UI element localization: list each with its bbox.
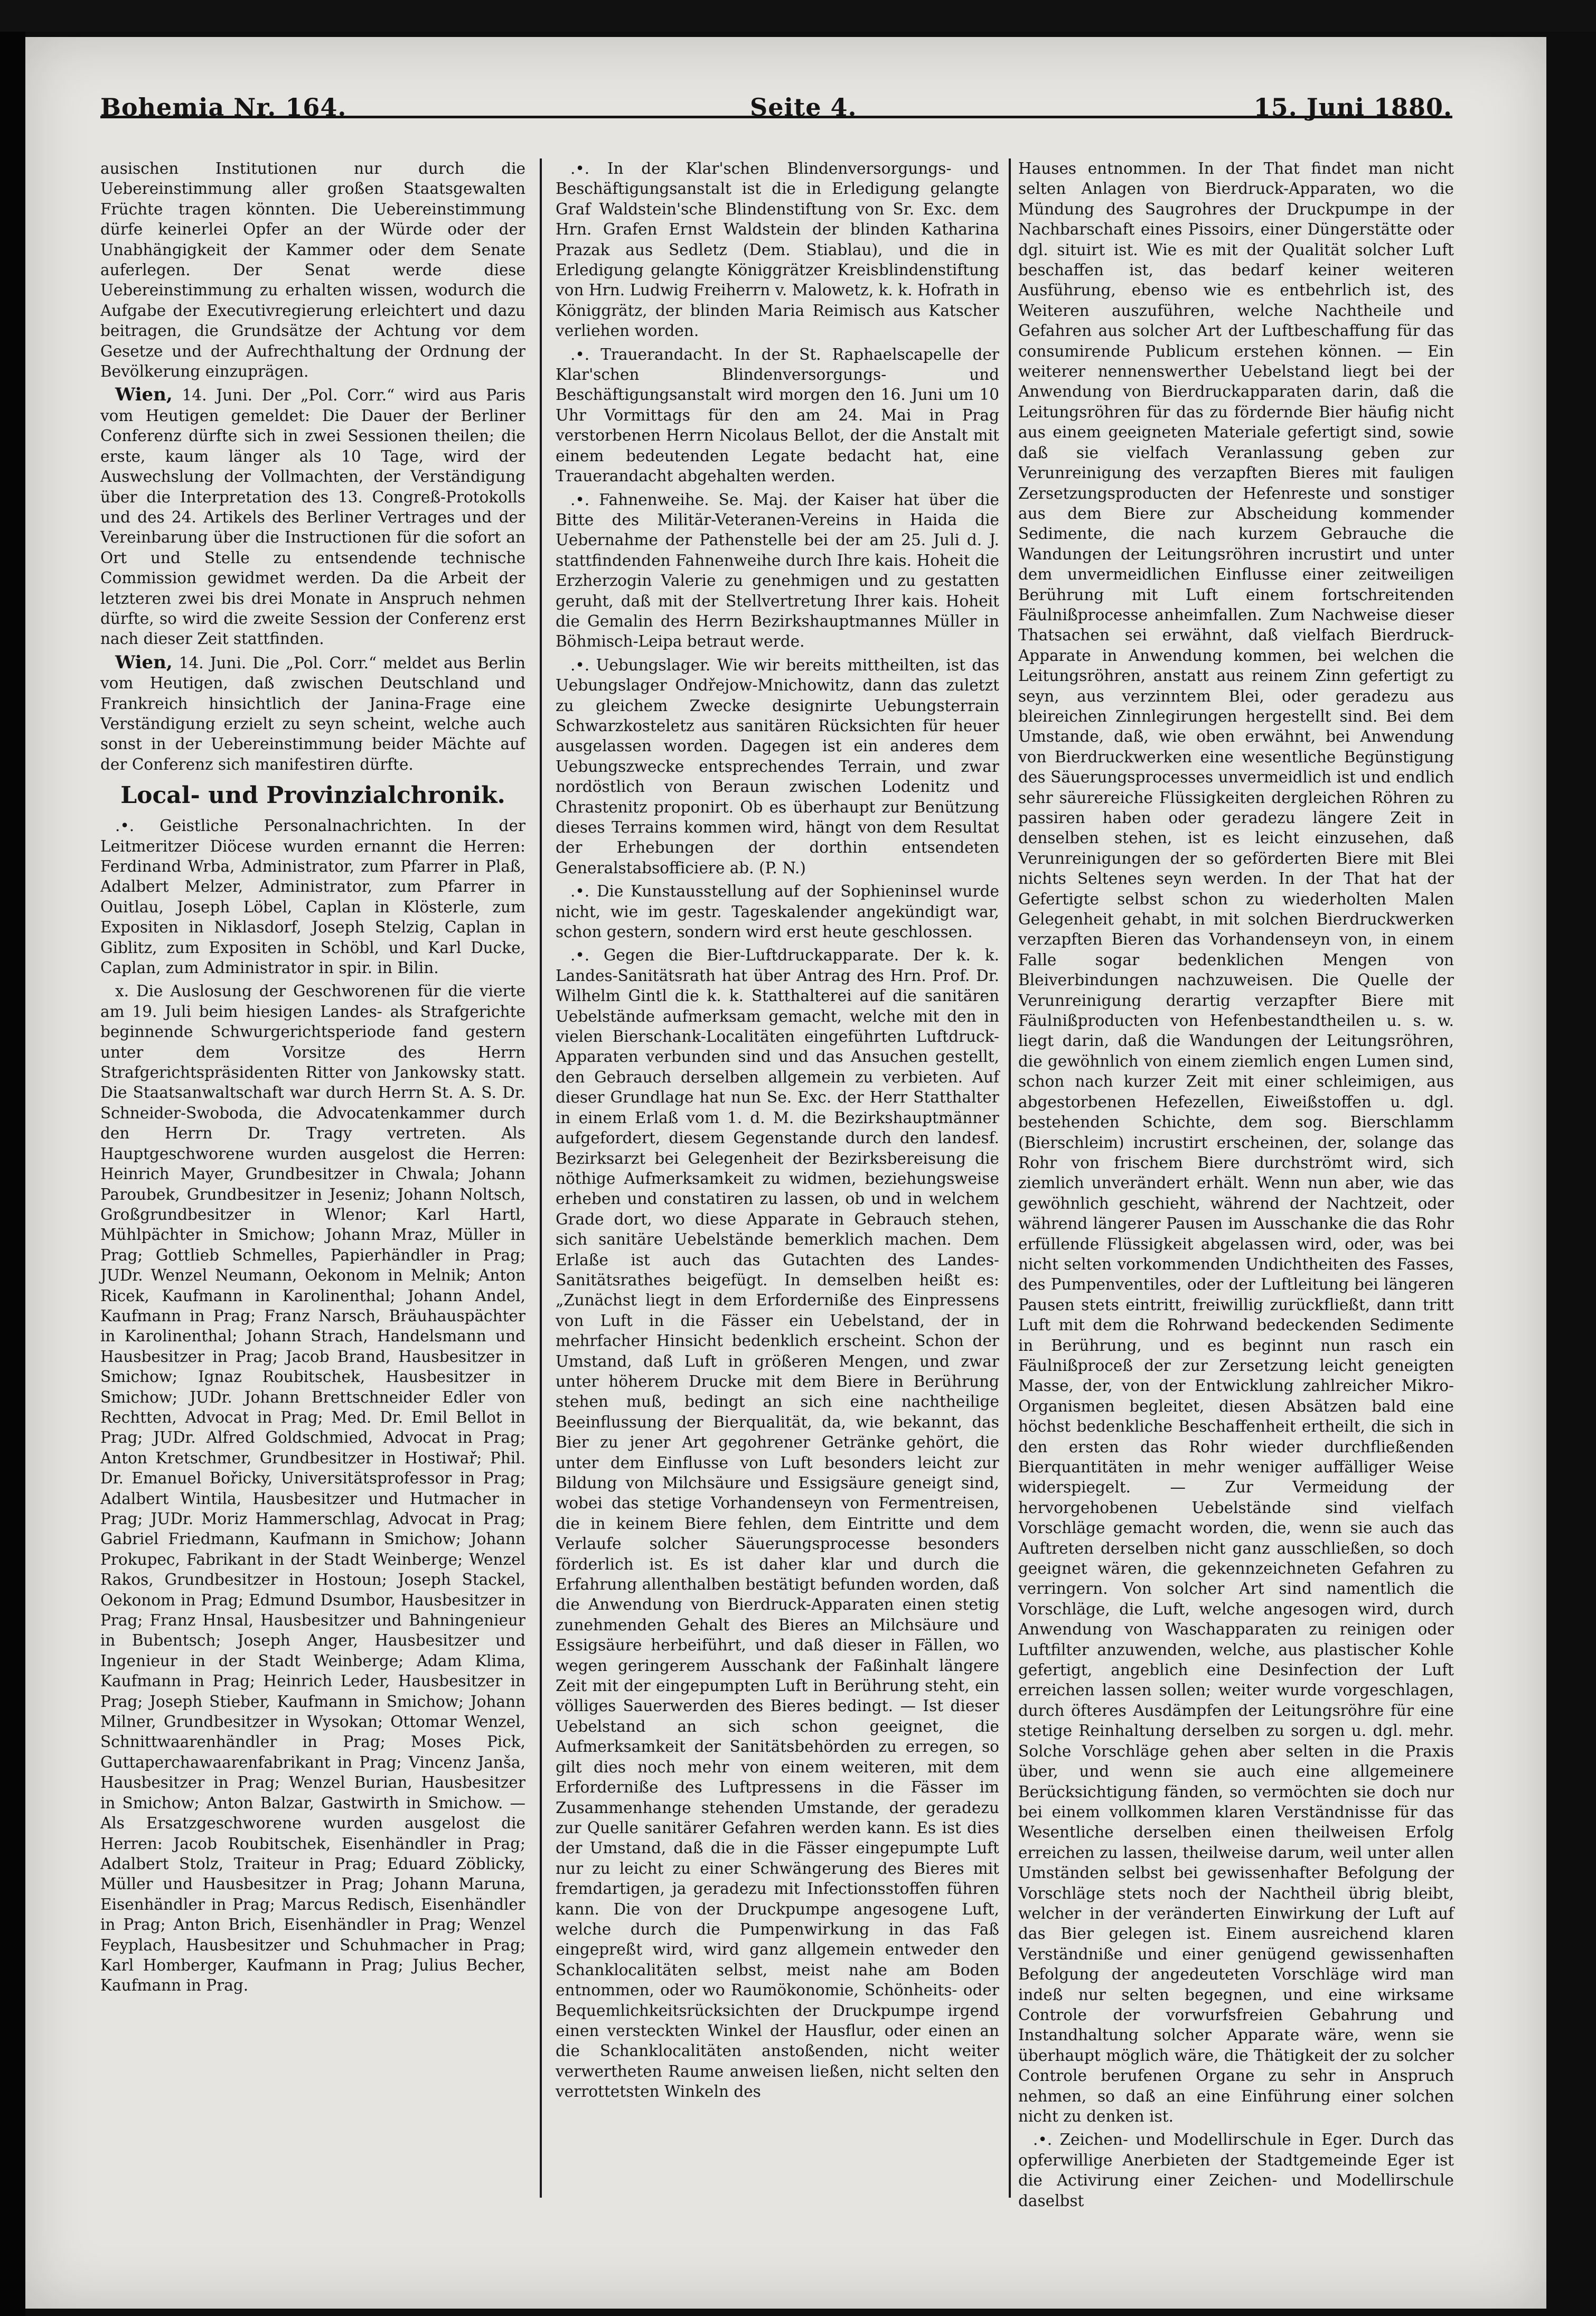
column-2: [556, 158, 999, 2198]
header-masthead: Bohemia Nr. 164.: [100, 93, 347, 122]
article-paragraph: .•. Uebungslager. Wie wir bereits mittheilten, ist das Uebungslager Ondřejow-Mnichowitz, dann das zuletzt zu gleichem Zwecke designirte Uebungsterrain Schwarzkosteletz aus sanitären Rücksichten für heuer ausgelassen worden. Dagegen ist ein anderes dem Uebungszwecke entsprechendes Terrain, und zwar nordöstlich von Beraun zwischen Lodenitz und Chrastenitz proponirt. Ob es überhaupt zur Benützung dieses Terrains kommen wird, hängt von dem Resultat der Erhebungen der dorthin entsendeten Generalstabsofficiere ab. (P. N.): [556, 656, 999, 877]
section-heading: Local- und Provinzialchronik.: [120, 782, 505, 809]
article-text: 14. Juni. Der „Pol. Corr.“ wird aus Paris vom Heutigen gemeldet: Die Dauer der Berliner Conferenz dürfte sich in zwei Sessionen theilen; die erste, kaum länger als 10 Tage, wird der Auswechslung der Vollmachten, der Verständigung über die Interpretation des 13. Congreß-Protokolls und des 24. Artikels des Berliner Vertrages und der Vereinbarung über die Instructionen für die sofort an Ort und Stelle zu entsendende technische Commission gewidmet werden. Da die Arbeit der letzteren zwei bis drei Monate in Anspruch nehmen dürfte, so wird die zweite Session der Conferenz erst nach dieser Zeit stattfinden.: [100, 386, 525, 648]
article-paragraph: Hauses entnommen. In der That findet man nicht selten Anlagen von Bierdruck-Apparaten, wo die Mündung des Saugrohres der Druckpumpe in der Nachbarschaft eines Pissoirs, einer Düngerstätte oder dgl. situirt ist. Wie es mit der Qualität solcher Luft beschaffen ist, das bedarf keiner weiteren Ausführung, ebenso wie es entbehrlich ist, des Weiteren auszuführen, welche Nachtheile und Gefahren aus solcher Art der Luftbeschaffung für das consumirende Publicum erstehen können. — Ein weiterer nennenswerther Uebelstand liegt bei der Anwendung von Bierdruckapparaten darin, daß die Leitungsröhren für das zu fördernde Bier häufig nicht aus einem geeigneten Materiale gefertigt sind, sowie daß sie vielfach Veranlassung geben zur Verunreinigung des verzapften Bieres mit fauligen Zersetzungsproducten der Hefenreste und sonstiger aus dem Biere zur Abscheidung kommender Sedimente, die nach kurzem Gebrauche die Wandungen der Leitungsröhren incrustirt und unter dem unvermeidlichen Einflusse einer zeitweiligen Berührung mit Luft einem fortschreitenden Fäulnißprocesse anheimfallen. Zum Nachweise dieser Thatsachen sei erwähnt, daß vielfach Bierdruck-Apparate in Anwendung kommen, bei welchen die Leitungsröhren, anstatt aus reinem Zinn gefertigt zu seyn, aus verzinntem Blei, oder geradezu aus bleireichen Zinnlegirungen hergestellt sind. Bei dem Umstande, daß, wie oben erwähnt, bei Anwendung von Bierdruckwerken eine wesentliche Begünstigung des Säuerungsprocesses unvermeidlich ist und endlich sehr säurereiche Flüssigkeiten dergleichen Röhren zu passiren haben oder geradezu längere Zeit in denselben stehen, ist es leicht einzusehen, daß Verunreinigungen der so geförderten Biere mit Blei nichts Seltenes seyn werden. In der That hat der Gefertigte selbst schon zu wiederholten Malen Gelegenheit gehabt, in mit solchen Bierdruckwerken verzapften Bieren das Vorhandenseyn von, in einem Falle sogar bedenklichen Mengen von Bleiverbindungen nachzuweisen. Die Quelle der Verunreinigung derartig verzapfter Biere mit Fäulnißproducten von Hefenbestandtheilen u. s. w. liegt darin, daß die Wandungen der Leitungsröhren, die gewöhnlich von einem ziemlich engen Lumen sind, schon nach kurzer Zeit mit einer schleimigen, aus abgestorbenen Hefezellen, Eiweißstoffen u. dgl. bestehenden Schichte, dem sog. Bierschlamm (Bierschleim) incrustirt erscheinen, der, solange das Rohr von frischem Biere durchströmt wird, sich ziemlich unverändert erhält. Wenn nun aber, wie das gewöhnlich geschieht, während der Nachtzeit, oder während längerer Pausen im Ausschanke die das Rohr erfüllende Flüssigkeit abgelassen wird, oder, was bei nicht selten vorkommenden Undichtheiten des Fasses, des Pumpenventiles, oder der Luftleitung bei längeren Pausen stets eintritt, freiwillig zurückfließt, dann tritt Luft mit dem die Rohrwand bedeckenden Sedimente in Berührung, und es beginnt nun rasch ein Fäulnißproceß der zur Zersetzung leicht geneigten Masse, der, von der Entwicklung zahlreicher Mikro-Organismen begleitet, diesen Absätzen bald eine höchst bedenkliche Beschaffenheit ertheilt, die sich in den ersten das Rohr wieder durchfließenden Bierquantitäten in mehr weniger auffälliger Weise widerspiegelt. — Zur Vermeidung der hervorgehobenen Uebelstände sind vielfach Vorschläge gemacht worden, die, wenn sie auch das Auftreten derselben nicht ganz ausschließen, so doch geeignet wären, die gekennzeichneten Gefahren zu verringern. Von solcher Art sind namentlich die Vorschläge, die Luft, welche angesogen wird, durch Anwendung von Waschapparaten zu reinigen oder Luftfilter anzuwenden, welche, aus plastischer Kohle gefertigt, angeblich eine Desinfection der Luft erreichen lassen sollen; weiter wurde vorgeschlagen, durch öfteres Ausdämpfen der Leitungsröhre für eine stetige Reinhaltung derselben zu sorgen u. dgl. mehr. Solche Vorschläge gehen aber selten in die Praxis über, und wenn sie auch eine allgemeinere Berücksichtigung fänden, so vermöchten sie doch nur bei einem vollkommen klaren Verständnisse für das Wesentliche derselben einen theilweisen Erfolg erreichen zu lassen, theilweise darum, weil unter allen Umständen selbst bei gewissenhafter Befolgung der Vorschläge stets noch der Nachtheil übrig bleibt, welcher in der veränderten Einwirkung der Luft auf das Bier gelegen ist. Einem ausreichend klaren Verständniße und einer genügend gewissenhaften Befolgung der angedeuteten Vorschläge wird man indeß nur selten begegnen, und eine wirksame Controle der vorwurfsfreien Gebahrung und Instandhaltung solcher Apparate wäre, wenn sie überhaupt möglich wäre, die Thätigkeit der zu solcher Controle berufenen Organe zu sehr in Anspruch nehmen, so daß an eine Einführung einer solchen nicht zu denken ist.: [1018, 160, 1454, 2125]
dateline: Wien,: [115, 651, 173, 673]
header-page-number: Seite 4.: [750, 93, 857, 122]
article-paragraph: [100, 652, 525, 774]
article-paragraph: .•. Zeichen- und Modellirschule in Eger. Durch das opferwillige Anerbieten der Stadtgemeinde Eger ist die Activirung einer Zeichen- und Modellirschule daselbst: [1018, 2131, 1454, 2210]
article-paragraph: .•. Geistliche Personalnachrichten. In der Leitmeritzer Diöcese wurden ernannt die Herren: Ferdinand Wrba, Administrator, zum Pfarrer in Plaß, Adalbert Melzer, Administrator, zum Pfarrer in Ouitlau, Joseph Löbel, Caplan in Klösterle, zum Expositen in Niklasdorf, Joseph Stelzig, Caplan in Giblitz, zum Expositen in Schöbl, und Karl Ducke, Caplan, zum Administrator in spir. in Bilin.: [100, 817, 525, 977]
article-paragraph: .•. In der Klar'schen Blindenversorgungs- und Beschäftigungsanstalt ist die in Erledigung gelangte Graf Waldstein'sche Blindenstiftung von Sr. Exc. dem Hrn. Grafen Ernst Waldstein der blinden Katharina Prazak aus Sedletz (Dem. Stiablau), und die in Erledigung gelangte Königgrätzer Kreisblindenstiftung von Hrn. Ludwig Freiherrn v. Malowetz, k. k. Hofrath in Königgrätz, der blinden Maria Reimisch aus Katscher verliehen worden.: [556, 160, 999, 340]
scan-border: [0, 0, 25, 2316]
column-rule: [1009, 158, 1011, 2198]
dateline: Wien,: [115, 384, 173, 406]
page-header: [100, 68, 1452, 122]
column-rule: [540, 158, 542, 2198]
article-paragraph: .•. Trauerandacht. In der St. Raphaelscapelle der Klar'schen Blindenversorgungs- und Beschäftigungsanstalt wird morgen den 16. Juni um 10 Uhr Vormittags für den am 24. Mai in Prag verstorbenen Herrn Nicolaus Bellot, der die Anstalt mit einem bedeutenden Legate bedacht hat, eine Trauerandacht abgehalten werden.: [556, 345, 999, 485]
article-paragraph: .•. Die Kunstausstellung auf der Sophieninsel wurde nicht, wie im gestr. Tageskalender angekündigt war, schon gestern, sondern wird erst heute geschlossen.: [556, 882, 999, 941]
article-paragraph: .•. Gegen die Bier-Luftdruckapparate. Der k. k. Landes-Sanitätsrath hat über Antrag des Hrn. Prof. Dr. Wilhelm Gintl die k. k. Statthalterei auf die sanitären Uebelstände aufmerksam gemacht, welche mit den in vielen Bierschank-Localitäten eingeführten Luftdruck-Apparaten verbunden sind und das Ansuchen gestellt, den Gebrauch derselben allgemein zu verbieten. Auf dieser Grundlage hat nun Se. Exc. der Herr Statthalter in einem Erlaß vom 1. d. M. die Bezirkshauptmänner aufgefordert, diesem Gegenstande durch den landesf. Bezirksarzt bei Gelegenheit der Bezirksbereisung die nöthige Aufmerksamkeit zu widmen, beziehungsweise erheben und constatiren zu lassen, ob und in welchem Grade dort, wo diese Apparate in Gebrauch stehen, sich sanitäre Uebelstände bemerklich machen. Dem Erlaße ist auch das Gutachten des Landes-Sanitätsrathes beigefügt. In demselben heißt es: „Zunächst liegt in dem Erforderniße des Einpressens von Luft in die Fässer ein Uebelstand, der in mehrfacher Hinsicht bedenklich erscheint. Schon der Umstand, daß Luft in größeren Mengen, und zwar unter höherem Drucke mit dem Biere in Berührung stehen muß, bedingt an sich eine nachtheilige Beeinflussung der Bierqualität, da, wie bekannt, das Bier zu jener Art gegohrener Getränke gehört, die unter dem Einflusse von Luft besonders leicht zur Bildung von Milchsäure und Essigsäure geneigt sind, wobei das stetige Vorhandenseyn von Fermentreisen, die in keinem Biere fehlen, dem Eintritte und dem Verlaufe solcher Säuerungsprocesse besonders förderlich ist. Es ist daher klar und durch die Erfahrung allenthalben bestätigt befunden worden, daß die Anwendung von Bierdruck-Apparaten einen stetig zunehmenden Gehalt des Bieres an Milchsäure und Essigsäure herbeiführt, und daß dieser in Fällen, wo wegen geringerem Ausschank der Faßinhalt längere Zeit mit der eingepumpten Luft in Berührung steht, ein völliges Sauerwerden des Bieres bedingt. — Ist dieser Uebelstand an sich schon geeignet, die Aufmerksamkeit der Sanitätsbehörden zu erregen, so gilt dies noch mehr von einem weiteren, mit dem Erforderniße des Luftpressens in die Fässer im Zusammenhange stehenden Umstande, der geradezu zur Quelle sanitärer Gefahren werden kann. Es ist dies der Umstand, daß die in die Fässer eingepumpte Luft nur zu leicht zu einer Schwängerung des Bieres mit fremdartigen, ja geradezu mit Infectionsstoffen führen kann. Die von der Druckpumpe angesogene Luft, welche durch die Pumpenwirkung in das Faß eingepreßt wird, wird ganz allgemein entweder den Schanklocalitäten selbst, meist nahe am Boden entnommen, oder wo Raumökonomie, Schönheits- oder Bequemlichkeitsrücksichten der Druckpumpe irgend einen versteckten Winkel der Hausflur, oder einen an die Schanklocalitäten anstoßenden, nicht weiter verwertheten Raume anweisen ließen, nicht selten den verrottetsten Winkeln des: [556, 946, 999, 2101]
article-paragraph: ausischen Institutionen nur durch die Uebereinstimmung aller großen Staatsgewalten Früchte tragen könnten. Die Uebereinstimmung dürfe keinerlei Opfer an der Würde oder der Unabhängigkeit der Kammer oder dem Senate auferlegen. Der Senat werde diese Uebereinstimmung zu erhalten wissen, wodurch die Aufgabe der Executivregierung erleichtert und dazu beitragen, die Grundsätze der Achtung vor dem Gesetze und der Aufrechthaltung der Ordnung der Bevölkerung einzuprägen.: [100, 160, 525, 381]
column-3: [1018, 158, 1454, 2210]
article-text: 14. Juni. Die „Pol. Corr.“ meldet aus Berlin vom Heutigen, daß zwischen Deutschland und Frankreich hinsichtlich der Janina-Frage eine Verständigung erzielt zu seyn scheint, welche auch sonst in der Uebereinstimmung beider Mächte auf der Conferenz sich manifestiren dürfte.: [100, 653, 525, 773]
column-1: [100, 158, 525, 2198]
article-paragraph: .•. Fahnenweihe. Se. Maj. der Kaiser hat über die Bitte des Militär-Veteranen-Vereins in Haida die Uebernahme der Pathenstelle bei der am 25. Juli d. J. stattfindenden Fahnenweihe durch Ihre kais. Hoheit die Erzherzogin Valerie zu genehmigen und zu gestatten geruht, daß mit der Stellvertretung Ihrer kais. Hoheit die Gemalin des Herrn Bezirkshauptmannes Müller in Böhmisch-Leipa betraut werde.: [556, 490, 999, 651]
article-paragraph: x. Die Auslosung der Geschworenen für die vierte am 19. Juli beim hiesigen Landes- als Strafgerichte beginnende Schwurgerichtsperiode fand gestern unter dem Vorsitze des Herrn Strafgerichtspräsidenten Ritter von Jankowsky statt. Die Staatsanwaltschaft war durch Herrn St. A. S. Dr. Schneider-Swoboda, die Advocatenkammer durch den Herrn Dr. Tragy vertreten. Als Hauptgeschworene wurden ausgelost die Herren: Heinrich Mayer, Grundbesitzer in Chwala; Johann Paroubek, Grundbesitzer in Jeseniz; Johann Noltsch, Großgrundbesitzer in Wlenor; Karl Hartl, Mühlpächter in Smichow; Johann Mraz, Müller in Prag; Gottlieb Schmelles, Papierhändler in Prag; JUDr. Wenzel Neumann, Oekonom in Melnik; Anton Ricek, Kaufmann in Karolinenthal; Johann Andel, Kaufmann in Prag; Franz Narsch, Bräuhauspächter in Karolinenthal; Johann Strach, Handelsmann und Hausbesitzer in Prag; Jacob Brand, Hausbesitzer in Smichow; Ignaz Roubitschek, Hausbesitzer in Smichow; JUDr. Johann Brettschneider Edler von Rechtten, Advocat in Prag; Med. Dr. Emil Bellot in Prag; JUDr. Alfred Goldschmied, Advocat in Prag; Anton Kretschmer, Grundbesitzer in Hostiwař; Phil. Dr. Emanuel Bořicky, Universitätsprofessor in Prag; Adalbert Wintila, Hausbesitzer und Hutmacher in Prag; JUDr. Moriz Hammerschlag, Advocat in Prag; Gabriel Friedmann, Kaufmann in Smichow; Johann Prokupec, Fabrikant in der Stadt Weinberge; Wenzel Rakos, Grundbesitzer in Hostoun; Joseph Stackel, Oekonom in Prag; Edmund Dsumbor, Hausbesitzer in Prag; Franz Hnsal, Hausbesitzer und Bahningenieur in Bubentsch; Joseph Anger, Hausbesitzer und Ingenieur in der Stadt Weinberge; Adam Klima, Kaufmann in Prag; Heinrich Leder, Hausbesitzer in Prag; Joseph Stieber, Kaufmann in Smichow; Johann Milner, Grundbesitzer in Wysokan; Ottomar Wenzel, Schnittwaarenhändler in Prag; Moses Pick, Guttaperchawaarenfabrikant in Prag; Vincenz Janša, Hausbesitzer in Prag; Wenzel Burian, Hausbesitzer in Smichow; Anton Balzar, Gastwirth in Smichow. — Als Ersatzgeschworene wurden ausgelost die Herren: Jacob Roubitschek, Eisenhändler in Prag; Adalbert Stolz, Traiteur in Prag; Eduard Zöblicky, Müller und Hausbesitzer in Prag; Johann Maruna, Eisenhändler in Prag; Marcus Redisch, Eisenhändler in Prag; Anton Brich, Eisenhändler in Prag; Wenzel Feyplach, Hausbesitzer und Schuhmacher in Prag; Karl Homberger, Kaufmann in Prag; Julius Becher, Kaufmann in Prag.: [100, 982, 525, 1995]
header-date: 15. Juni 1880.: [1253, 93, 1452, 122]
scan-border-top: [0, 0, 1596, 32]
article-paragraph: [100, 385, 525, 649]
